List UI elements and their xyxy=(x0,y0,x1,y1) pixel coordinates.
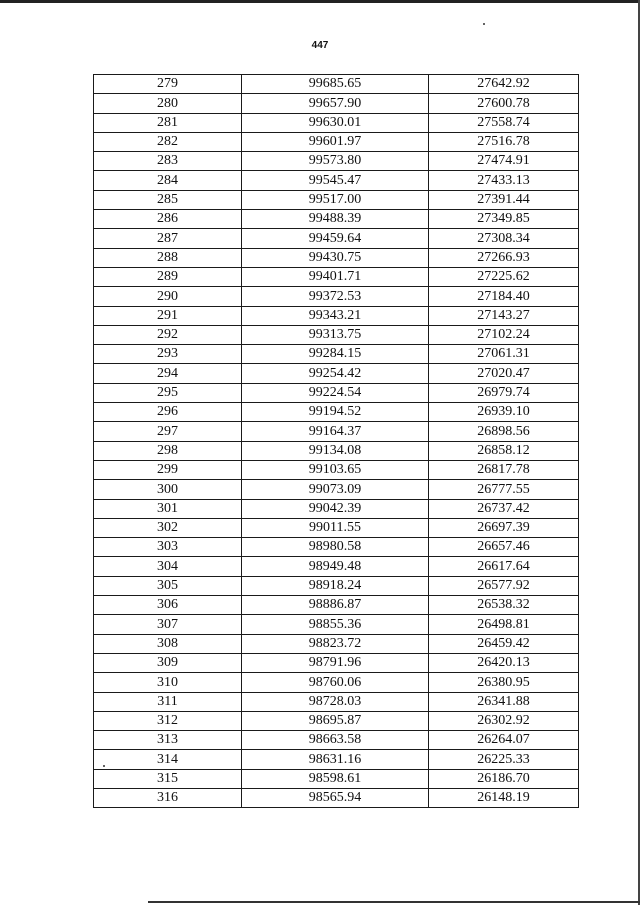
table-row xyxy=(94,653,579,672)
table-row xyxy=(94,769,579,788)
second-value-cell: 27184.40 xyxy=(429,287,579,306)
table-row xyxy=(94,711,579,730)
row-number-cell: 287 xyxy=(94,229,242,248)
top-scan-border xyxy=(0,0,640,3)
first-value-cell: 99430.75 xyxy=(242,248,429,267)
second-value-cell: 26898.56 xyxy=(429,422,579,441)
table-row xyxy=(94,499,579,518)
first-value-cell: 98855.36 xyxy=(242,615,429,634)
row-number-cell: 308 xyxy=(94,634,242,653)
row-number-cell: 283 xyxy=(94,152,242,171)
table-row xyxy=(94,248,579,267)
second-value-cell: 26264.07 xyxy=(429,731,579,750)
table-row xyxy=(94,190,579,209)
table-row xyxy=(94,441,579,460)
table-row xyxy=(94,615,579,634)
table-row xyxy=(94,422,579,441)
second-value-cell: 27642.92 xyxy=(429,75,579,94)
table-row xyxy=(94,113,579,132)
table-row xyxy=(94,634,579,653)
row-number-cell: 281 xyxy=(94,113,242,132)
first-value-cell: 99488.39 xyxy=(242,210,429,229)
row-number-cell: 311 xyxy=(94,692,242,711)
first-value-cell: 98886.87 xyxy=(242,596,429,615)
row-number-cell: 305 xyxy=(94,576,242,595)
row-number-cell: 286 xyxy=(94,210,242,229)
first-value-cell: 98565.94 xyxy=(242,788,429,807)
row-number-cell: 298 xyxy=(94,441,242,460)
first-value-cell: 98823.72 xyxy=(242,634,429,653)
row-number-cell: 293 xyxy=(94,345,242,364)
first-value-cell: 99254.42 xyxy=(242,364,429,383)
row-number-cell: 307 xyxy=(94,615,242,634)
table-row xyxy=(94,518,579,537)
second-value-cell: 26420.13 xyxy=(429,653,579,672)
scan-speck xyxy=(483,23,485,25)
table-row xyxy=(94,132,579,151)
second-value-cell: 27308.34 xyxy=(429,229,579,248)
row-number-cell: 300 xyxy=(94,480,242,499)
table-row xyxy=(94,345,579,364)
table-row xyxy=(94,596,579,615)
row-number-cell: 302 xyxy=(94,518,242,537)
first-value-cell: 99657.90 xyxy=(242,94,429,113)
first-value-cell: 98598.61 xyxy=(242,769,429,788)
row-number-cell: 297 xyxy=(94,422,242,441)
table-row xyxy=(94,538,579,557)
second-value-cell: 26341.88 xyxy=(429,692,579,711)
row-number-cell: 290 xyxy=(94,287,242,306)
first-value-cell: 99630.01 xyxy=(242,113,429,132)
second-value-cell: 27102.24 xyxy=(429,325,579,344)
second-value-cell: 26697.39 xyxy=(429,518,579,537)
second-value-cell: 26817.78 xyxy=(429,460,579,479)
row-number-cell: 282 xyxy=(94,132,242,151)
row-number-cell: 284 xyxy=(94,171,242,190)
first-value-cell: 98760.06 xyxy=(242,673,429,692)
second-value-cell: 26577.92 xyxy=(429,576,579,595)
second-value-cell: 26538.32 xyxy=(429,596,579,615)
row-number-cell: 303 xyxy=(94,538,242,557)
second-value-cell: 27391.44 xyxy=(429,190,579,209)
first-value-cell: 99164.37 xyxy=(242,422,429,441)
first-value-cell: 99372.53 xyxy=(242,287,429,306)
table-row xyxy=(94,750,579,769)
second-value-cell: 26148.19 xyxy=(429,788,579,807)
second-value-cell: 27600.78 xyxy=(429,94,579,113)
first-value-cell: 99224.54 xyxy=(242,383,429,402)
second-value-cell: 26498.81 xyxy=(429,615,579,634)
row-number-cell: 315 xyxy=(94,769,242,788)
table-row xyxy=(94,403,579,422)
table-row xyxy=(94,287,579,306)
second-value-cell: 26186.70 xyxy=(429,769,579,788)
first-value-cell: 99042.39 xyxy=(242,499,429,518)
first-value-cell: 99401.71 xyxy=(242,267,429,286)
second-value-cell: 26737.42 xyxy=(429,499,579,518)
first-value-cell: 99573.80 xyxy=(242,152,429,171)
second-value-cell: 26979.74 xyxy=(429,383,579,402)
first-value-cell: 98631.16 xyxy=(242,750,429,769)
first-value-cell: 98918.24 xyxy=(242,576,429,595)
first-value-cell: 99194.52 xyxy=(242,403,429,422)
first-value-cell: 99343.21 xyxy=(242,306,429,325)
row-number-cell: 295 xyxy=(94,383,242,402)
row-number-cell: 280 xyxy=(94,94,242,113)
row-number-cell: 310 xyxy=(94,673,242,692)
bottom-scan-border xyxy=(148,901,640,903)
table-row xyxy=(94,460,579,479)
table-row xyxy=(94,673,579,692)
table-row xyxy=(94,557,579,576)
first-value-cell: 98791.96 xyxy=(242,653,429,672)
first-value-cell: 99459.64 xyxy=(242,229,429,248)
table-row xyxy=(94,383,579,402)
table-row xyxy=(94,267,579,286)
first-value-cell: 98663.58 xyxy=(242,731,429,750)
second-value-cell: 26225.33 xyxy=(429,750,579,769)
page-number: 447 xyxy=(311,40,329,51)
table-row xyxy=(94,152,579,171)
row-number-cell: 294 xyxy=(94,364,242,383)
second-value-cell: 26380.95 xyxy=(429,673,579,692)
second-value-cell: 27558.74 xyxy=(429,113,579,132)
table-row xyxy=(94,325,579,344)
table-body xyxy=(94,75,579,808)
first-value-cell: 99284.15 xyxy=(242,345,429,364)
table-row xyxy=(94,576,579,595)
second-value-cell: 27061.31 xyxy=(429,345,579,364)
second-value-cell: 26302.92 xyxy=(429,711,579,730)
data-table xyxy=(93,74,579,808)
row-number-cell: 285 xyxy=(94,190,242,209)
row-number-cell: 309 xyxy=(94,653,242,672)
table-row xyxy=(94,731,579,750)
first-value-cell: 99011.55 xyxy=(242,518,429,537)
table-row xyxy=(94,94,579,113)
second-value-cell: 26777.55 xyxy=(429,480,579,499)
second-value-cell: 27020.47 xyxy=(429,364,579,383)
row-number-cell: 304 xyxy=(94,557,242,576)
row-number-cell: 291 xyxy=(94,306,242,325)
second-value-cell: 27349.85 xyxy=(429,210,579,229)
second-value-cell: 27266.93 xyxy=(429,248,579,267)
row-number-cell: 296 xyxy=(94,403,242,422)
row-number-cell: 301 xyxy=(94,499,242,518)
row-number-cell: 299 xyxy=(94,460,242,479)
row-number-cell: 306 xyxy=(94,596,242,615)
table-row xyxy=(94,306,579,325)
row-number-cell: 288 xyxy=(94,248,242,267)
table-row xyxy=(94,229,579,248)
second-value-cell: 26459.42 xyxy=(429,634,579,653)
second-value-cell: 26617.64 xyxy=(429,557,579,576)
first-value-cell: 99545.47 xyxy=(242,171,429,190)
table-row xyxy=(94,364,579,383)
first-value-cell: 98695.87 xyxy=(242,711,429,730)
first-value-cell: 98949.48 xyxy=(242,557,429,576)
first-value-cell: 99103.65 xyxy=(242,460,429,479)
second-value-cell: 26657.46 xyxy=(429,538,579,557)
table-row xyxy=(94,480,579,499)
row-number-cell: 279 xyxy=(94,75,242,94)
first-value-cell: 99134.08 xyxy=(242,441,429,460)
row-number-cell: 313 xyxy=(94,731,242,750)
second-value-cell: 26939.10 xyxy=(429,403,579,422)
row-number-cell: 289 xyxy=(94,267,242,286)
second-value-cell: 27225.62 xyxy=(429,267,579,286)
first-value-cell: 99517.00 xyxy=(242,190,429,209)
table-row xyxy=(94,75,579,94)
second-value-cell: 26858.12 xyxy=(429,441,579,460)
first-value-cell: 99601.97 xyxy=(242,132,429,151)
first-value-cell: 99313.75 xyxy=(242,325,429,344)
first-value-cell: 99073.09 xyxy=(242,480,429,499)
table-row xyxy=(94,171,579,190)
table-row xyxy=(94,692,579,711)
first-value-cell: 99685.65 xyxy=(242,75,429,94)
first-value-cell: 98980.58 xyxy=(242,538,429,557)
row-number-cell: 316 xyxy=(94,788,242,807)
second-value-cell: 27143.27 xyxy=(429,306,579,325)
second-value-cell: 27433.13 xyxy=(429,171,579,190)
row-number-cell: 292 xyxy=(94,325,242,344)
table-row xyxy=(94,210,579,229)
row-number-cell: 312 xyxy=(94,711,242,730)
first-value-cell: 98728.03 xyxy=(242,692,429,711)
second-value-cell: 27474.91 xyxy=(429,152,579,171)
second-value-cell: 27516.78 xyxy=(429,132,579,151)
row-number-cell: 314 xyxy=(94,750,242,769)
table-row xyxy=(94,788,579,807)
